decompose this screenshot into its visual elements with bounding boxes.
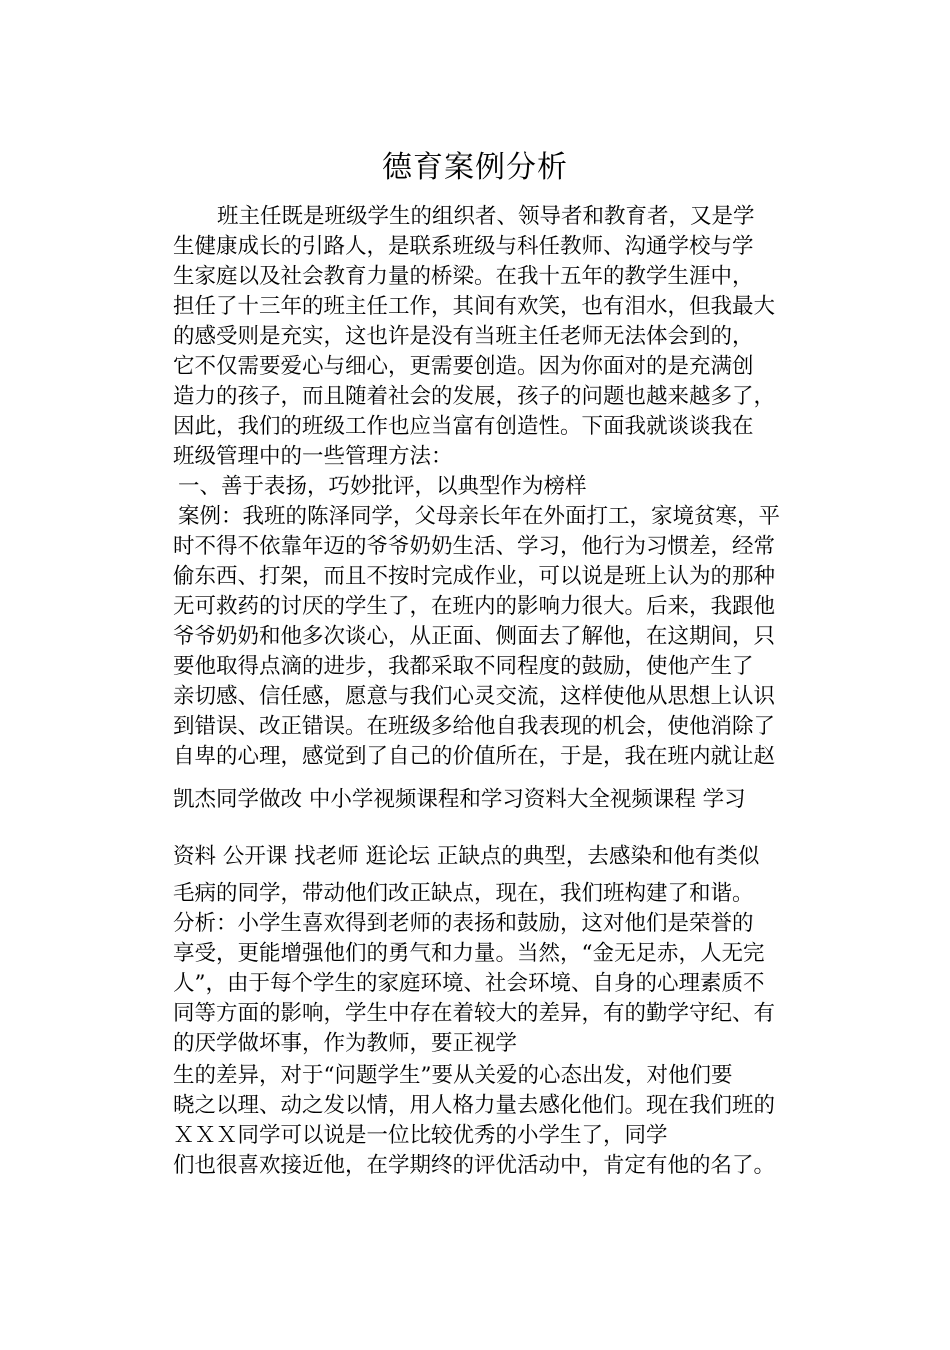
paragraph-line: 毛病的同学，带动他们改正缺点，现在，我们班构建了和谐。 bbox=[173, 881, 754, 906]
paragraph-line: 资料 公开课 找老师 逛论坛 正缺点的典型，去感染和他有类似 bbox=[173, 844, 760, 869]
paragraph-line: 人”，由于每个学生的家庭环境、社会环境、自身的心理素质不 bbox=[173, 971, 765, 996]
paragraph-line: 自卑的心理，感觉到了自己的价值所在，于是，我在班内就让赵 bbox=[173, 744, 776, 769]
paragraph-line: ＸＸＸ同学可以说是一位比较优秀的小学生了，同学 bbox=[173, 1123, 668, 1148]
paragraph-line: 亲切感、信任感，愿意与我们心灵交流，这样使他从思想上认识 bbox=[173, 684, 776, 709]
paragraph-line: 生的差异，对于“问题学生”要从关爱的心态出发，对他们要 bbox=[173, 1063, 733, 1088]
paragraph-line: 要他取得点滴的进步，我都采取不同程度的鼓励，使他产生了 bbox=[173, 654, 754, 679]
paragraph-line: 到错误、改正错误。在班级多给他自我表现的机会，使他消除了 bbox=[173, 714, 776, 739]
paragraph-line: 因此，我们的班级工作也应当富有创造性。下面我就谈谈我在 bbox=[173, 414, 754, 439]
paragraph-line: 同等方面的影响，学生中存在着较大的差异，有的勤学守纪、有 bbox=[173, 1001, 776, 1026]
paragraph-line: 爷爷奶奶和他多次谈心，从正面、侧面去了解他，在这期间，只 bbox=[173, 624, 776, 649]
paragraph-line: 的厌学做坏事，作为教师，要正视学 bbox=[173, 1031, 518, 1056]
document-title: 德育案例分析 bbox=[382, 150, 568, 185]
paragraph-line: 案例：我班的陈泽同学，父母亲长年在外面打工，家境贫寒，平 bbox=[178, 504, 781, 529]
paragraph-line: 班主任既是班级学生的组织者、领导者和教育者，又是学 bbox=[217, 204, 755, 229]
paragraph-line: 担任了十三年的班主任工作，其间有欢笑，也有泪水，但我最大 bbox=[173, 294, 776, 319]
paragraph-line: 们也很喜欢接近他，在学期终的评优活动中，肯定有他的名了。 bbox=[173, 1153, 776, 1178]
paragraph-line: 无可救药的讨厌的学生了，在班内的影响力很大。后来，我跟他 bbox=[173, 594, 776, 619]
paragraph-line: 班级管理中的一些管理方法： bbox=[173, 444, 453, 469]
analysis-line: 分析：小学生喜欢得到老师的表扬和鼓励，这对他们是荣誉的 bbox=[173, 911, 754, 936]
paragraph-line: 生家庭以及社会教育力量的桥梁。在我十五年的教学生涯中， bbox=[173, 264, 754, 289]
paragraph-line: 时不得不依靠年迈的爷爷奶奶生活、学习，他行为习惯差，经常 bbox=[173, 534, 776, 559]
paragraph-line: 晓之以理、动之发以情，用人格力量去感化他们。现在我们班的 bbox=[173, 1093, 776, 1118]
paragraph-line: 偷东西、打架，而且不按时完成作业，可以说是班上认为的那种 bbox=[173, 564, 776, 589]
paragraph-line: 造力的孩子，而且随着社会的发展，孩子的问题也越来越多了， bbox=[173, 384, 776, 409]
paragraph-line: 的感受则是充实，这也许是没有当班主任老师无法体会到的， bbox=[173, 324, 754, 349]
paragraph-line: 生健康成长的引路人，是联系班级与科任教师、沟通学校与学 bbox=[173, 234, 754, 259]
paragraph-line: 凯杰同学做改 中小学视频课程和学习资料大全视频课程 学习 bbox=[173, 787, 746, 812]
paragraph-line: 享受，更能增强他们的勇气和力量。当然，“金无足赤，人无完 bbox=[173, 941, 765, 966]
section-heading: 一、善于表扬，巧妙批评，以典型作为榜样 bbox=[178, 474, 587, 499]
paragraph-line: 它不仅需要爱心与细心，更需要创造。因为你面对的是充满创 bbox=[173, 354, 754, 379]
